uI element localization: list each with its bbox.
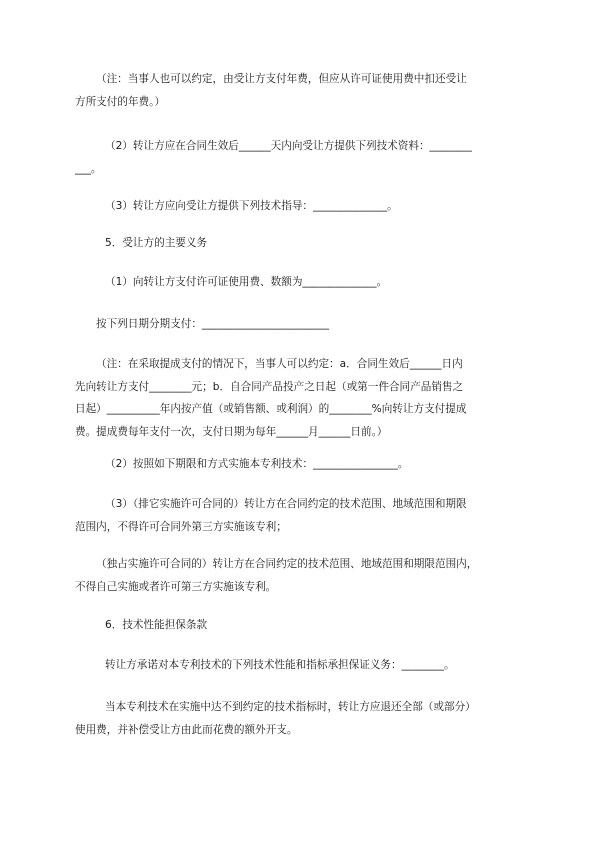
text-line: ___。	[75, 162, 102, 175]
paragraph-clause-5-2	[75, 453, 527, 476]
text-line: 范围内，不得许可合同外第三方实施该专利；	[75, 520, 287, 533]
paragraph-installment	[75, 313, 527, 336]
paragraph-warranty	[75, 654, 527, 677]
text-line: 费。提成费每年支付一次，支付日期为每年______月______日前。）	[75, 425, 388, 438]
text-line: （3）转让方应向受让方提供下列技术指导：______________。	[105, 200, 398, 212]
text-line: （3）（排它实施许可合同的）转让方在合同约定的技术范围、地域范围和期限	[105, 498, 467, 510]
heading-text: 5．受让方的主要义务	[105, 237, 208, 249]
paragraph-note-annual-fee	[75, 68, 527, 113]
paragraph-clause-5-3	[75, 493, 527, 538]
section-heading-5	[75, 232, 527, 255]
text-line: 转让方承诺对本专利技术的下列技术性能和指标承担保证义务：________。	[105, 659, 455, 671]
text-line: 不得自己实施或者许可第三方实施该专利。	[75, 580, 277, 593]
text-line: （独占实施许可合同的）转让方在合同约定的技术范围、地域范围和期限范围内，	[96, 558, 478, 570]
text-line: 日起）__________年内按产值（或销售额、或利润）的________%向转让方支付提成	[75, 403, 467, 415]
paragraph-note-royalty	[75, 353, 527, 443]
paragraph-exclusive-license	[75, 553, 527, 598]
text-line: 当本专利技术在实施中达不到约定的技术指标时，转让方应退还全部（或部分）	[105, 701, 476, 713]
paragraph-clause-5-1	[75, 271, 527, 294]
text-line: 先向转让方支付________元；b．自合同产品投产之日起（或第一件合同产品销售之	[75, 380, 464, 393]
section-heading-6	[75, 614, 527, 637]
text-line: 使用费，并补偿受让方由此而花费的额外开支。	[75, 723, 298, 736]
paragraph-clause-2-3	[75, 195, 527, 218]
paragraph-clause-2-2	[75, 135, 527, 180]
text-line: （2）按照如下期限和方式实施本专利技术：________________。	[105, 458, 409, 470]
text-line: （1）向转让方支付许可证使用费、数额为______________。	[105, 276, 388, 288]
paragraph-refund	[75, 696, 527, 741]
text-line: （注：当事人也可以约定，由受让方支付年费，但应从许可证使用费中扣还受让	[96, 73, 467, 85]
text-line: （2）转让方应在合同生效后______天内向受让方提供下列技术资料：________	[105, 140, 472, 152]
text-line: 方所支付的年费。）	[75, 95, 166, 108]
text-line: （注：在采取提成支付的情况下，当事人可以约定：a．合同生效后______日内	[96, 358, 463, 370]
heading-text: 6．技术性能担保条款	[105, 619, 208, 631]
text-line: 按下列日期分期支付：________________________	[96, 318, 330, 330]
